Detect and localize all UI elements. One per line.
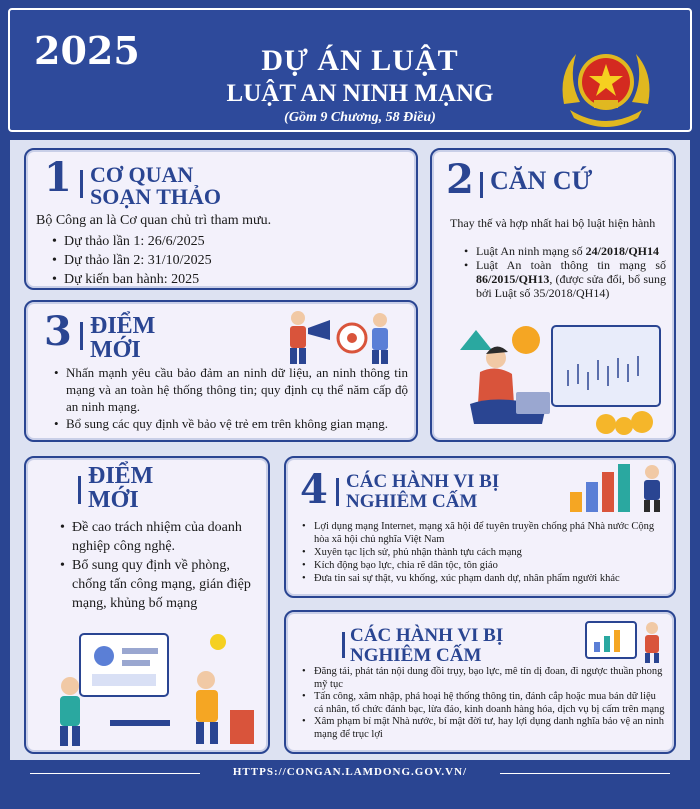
title-line2: LUẬT AN NINH MẠNG: [226, 80, 494, 107]
card-prohibited-acts-2: [284, 610, 676, 754]
list-item: • Dự thảo lần 2: 31/10/2025: [50, 251, 410, 270]
list-item: • Bổ sung các quy định về bảo vệ trẻ em trên không gian mạng.: [52, 415, 408, 432]
list-item: • Lợi dụng mạng Internet, mạng xã hội để tuyên truyền chống phá Nhà nước Cộng hòa xã hội chủ nghĩa Việt Nam: [300, 520, 666, 546]
divider-bar: [78, 476, 81, 504]
section-list: [58, 518, 258, 613]
footer-divider-left: [30, 773, 200, 774]
list-item: • Đăng tải, phát tán nội dung đồi trụy, bạo lực, mê tín dị đoan, đi ngược thuần phong mỹ tục: [300, 666, 666, 691]
police-emblem-icon: [554, 44, 658, 132]
section-list: [300, 520, 666, 585]
title-line1: DỰ ÁN LUẬT: [261, 44, 459, 77]
chart-people-illustration: [564, 462, 668, 514]
footer-divider-right: [500, 773, 670, 774]
list-item: • Tấn công, xâm nhập, phá hoại hệ thống thông tin, đánh cắp hoặc mua bán dữ liệu cá nhân, tổ chức đánh bạc, lừa đảo, kinh doanh hàng hóa, dịch vụ bị cấm trên mạng: [300, 691, 666, 716]
card-legal-basis: [430, 148, 676, 442]
section-heading: ĐIỂM MỚI: [90, 313, 156, 363]
section-list: [462, 244, 666, 300]
list-item: • Đưa tin sai sự thật, vu khống, xúc phạm danh dự, nhân phẩm người khác: [300, 572, 666, 585]
divider-bar: [80, 322, 83, 350]
card-new-points: [24, 300, 418, 442]
list-item: • Luật An toàn thông tin mạng số 86/2015/QH13, (được sửa đổi, bổ sung bởi Luật số 35/2018/QH14): [462, 258, 666, 300]
section-heading: ĐIỂM MỚI: [88, 463, 154, 513]
section-heading: CÁC HÀNH VI BỊ NGHIÊM CẤM: [350, 625, 504, 666]
header-banner: [8, 8, 692, 132]
section-list: [52, 364, 408, 432]
list-item: • Bổ sung quy định về phòng, chống tấn công mạng, gián điệp mạng, khủng bố mạng: [58, 556, 258, 613]
card-new-points-2: [24, 456, 270, 754]
section-intro: Thay thế và hợp nhất hai bộ luật hiện hành: [450, 216, 656, 230]
section-heading: CÁC HÀNH VI BỊ NGHIÊM CẤM: [346, 471, 500, 512]
section-intro: Bộ Công an là Cơ quan chủ trì tham mưu.: [36, 213, 272, 228]
section-heading: CƠ QUAN SOẠN THẢO: [90, 162, 222, 209]
section-number: 4: [300, 466, 328, 513]
list-item: • Nhấn mạnh yêu cầu bảo đảm an ninh dữ liệu, an ninh thông tin mạng và an toàn hệ thống thông tin; quy định cụ thể năm cấp độ an ninh mạng.: [52, 364, 408, 415]
divider-bar: [342, 632, 345, 658]
list-item: • Xâm phạm bí mật Nhà nước, bí mật đời tư, hay lợi dụng danh nghĩa bảo vệ an ninh mạng để trục lợi: [300, 716, 666, 741]
list-item: • Dự thảo lần 1: 26/6/2025: [50, 232, 410, 251]
year-label: 2025: [34, 28, 140, 73]
divider-bar: [336, 478, 339, 506]
card-prohibited-acts: [284, 456, 676, 598]
section-heading: CĂN CỨ: [490, 166, 593, 195]
section-number: 3: [44, 308, 72, 355]
list-item: • Luật An ninh mạng số 24/2018/QH14: [462, 244, 666, 258]
laptop-person-illustration: [456, 320, 666, 438]
analyst-illustration: [582, 618, 668, 664]
divider-bar: [80, 170, 83, 198]
megaphone-people-illustration: [276, 308, 406, 366]
section-number: 1: [44, 154, 72, 201]
divider-bar: [480, 172, 483, 198]
list-item: • Dự kiến ban hành: 2025: [50, 270, 410, 289]
list-item: • Kích động bạo lực, chia rẽ dân tộc, tôn giáo: [300, 559, 666, 572]
list-item: • Đề cao trách nhiệm của doanh nghiệp công nghệ.: [58, 518, 258, 556]
footer-url[interactable]: HTTPS://CONGAN.LAMDONG.GOV.VN/: [232, 766, 468, 778]
teamwork-illustration: [40, 630, 260, 748]
section-list: [300, 666, 666, 741]
title-line3: (Gồm 9 Chương, 58 Điều): [284, 110, 436, 125]
card-drafting-agency: [24, 148, 418, 290]
section-list: [50, 232, 410, 289]
list-item: • Xuyên tạc lịch sử, phủ nhận thành tựu cách mạng: [300, 546, 666, 559]
section-number: 2: [446, 156, 474, 203]
